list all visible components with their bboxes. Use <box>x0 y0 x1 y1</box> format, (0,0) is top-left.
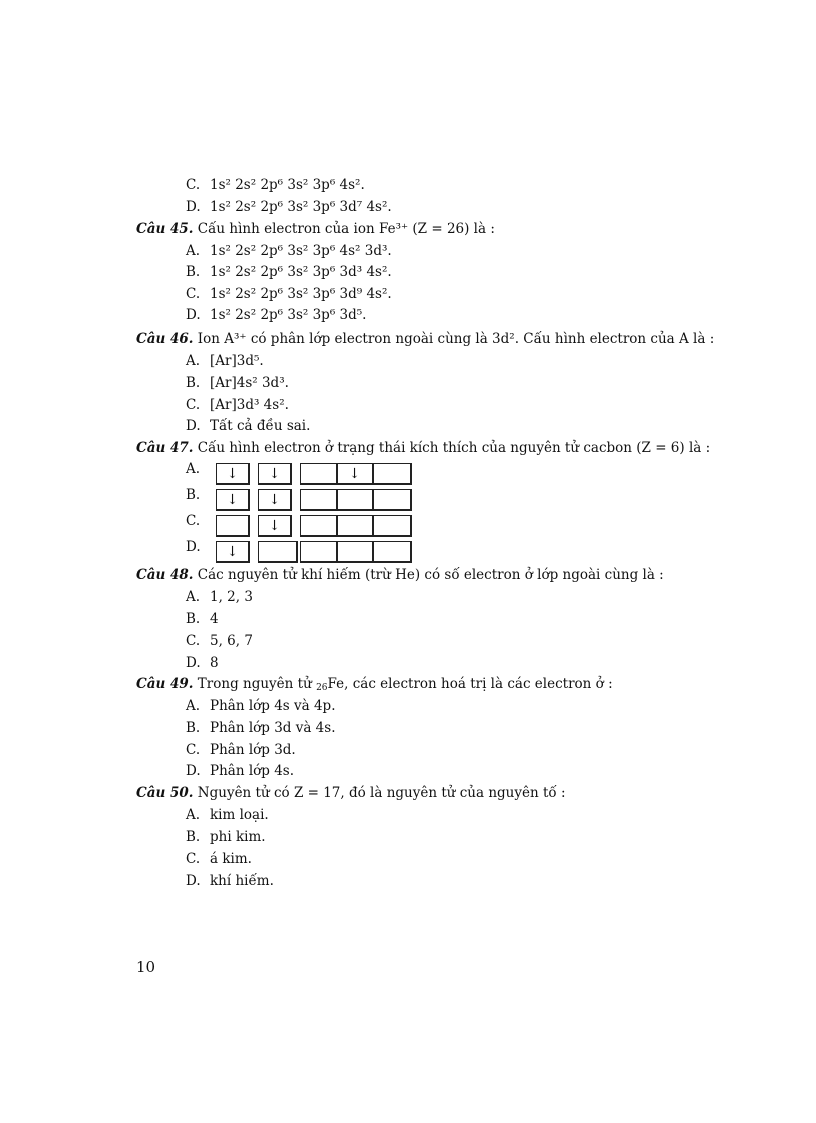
orbital-box <box>300 463 338 485</box>
q46-option-b <box>186 374 289 392</box>
orbital-box <box>216 515 250 537</box>
orbital-box <box>372 463 412 485</box>
question-text: Các nguyên tử khí hiếm (trừ He) có số electron ở lớp ngoài cùng là : <box>197 567 664 583</box>
option-letter: D. <box>186 307 201 323</box>
page-number: 10 <box>136 958 156 976</box>
option-letter: C. <box>186 851 201 867</box>
option-text: khí hiếm. <box>210 873 274 889</box>
question-label: Câu 46. <box>136 331 194 347</box>
option-text: 1s² 2s² 2p⁶ 3s² 3p⁶ 3d⁷ 4s². <box>210 199 392 215</box>
option-letter: D. <box>186 418 201 434</box>
question-text: Nguyên tử có Z = 17, đó là nguyên tử của nguyên tố : <box>197 785 566 801</box>
option-letter: A. <box>186 461 201 477</box>
q45-option-a <box>186 242 392 260</box>
option-text: Phân lớp 4s và 4p. <box>210 698 336 714</box>
option-text: 1s² 2s² 2p⁶ 3s² 3p⁶ 3d⁹ 4s². <box>210 286 392 302</box>
option-letter: C. <box>186 397 201 413</box>
option-text: 1, 2, 3 <box>210 589 253 605</box>
option-text: [Ar]4s² 3d³. <box>210 375 289 391</box>
option-letter: D. <box>186 873 201 889</box>
option-letter: D. <box>186 655 201 671</box>
q48-stem <box>136 566 664 584</box>
q47-stem <box>136 439 710 457</box>
q50-option-d <box>186 872 274 890</box>
orbital-box <box>372 541 412 563</box>
option-text: Phân lớp 3d và 4s. <box>210 720 336 736</box>
option-letter: A. <box>186 353 201 369</box>
option-letter: B. <box>186 375 201 391</box>
question-label: Câu 48. <box>136 567 194 583</box>
q46-option-c <box>186 396 289 414</box>
option-letter: C. <box>186 177 201 193</box>
orbital-box: ↓ <box>216 463 250 485</box>
orbital-box: ↓ <box>258 515 292 537</box>
question-label: Câu 47. <box>136 440 194 456</box>
option-letter: C. <box>186 286 201 302</box>
question-label: Câu 49. <box>136 676 194 692</box>
option-text: 8 <box>210 655 219 671</box>
option-letter: D. <box>186 539 201 555</box>
q50-stem <box>136 784 566 802</box>
option-letter: A. <box>186 589 201 605</box>
option-letter: A. <box>186 698 201 714</box>
orbital-box <box>372 489 412 511</box>
q45-option-d <box>186 306 366 324</box>
option-letter: A. <box>186 807 201 823</box>
orbital-box <box>372 515 412 537</box>
orbital-box: ↓ <box>216 541 250 563</box>
option-text: [Ar]3d⁵. <box>210 353 264 369</box>
option-letter: B. <box>186 611 201 627</box>
option-letter: C. <box>186 513 201 529</box>
q49-option-c <box>186 741 296 759</box>
orbital-box: ↓ <box>258 463 292 485</box>
question-text-before: Trong nguyên tử <box>197 676 317 692</box>
q48-option-c <box>186 632 253 650</box>
orbital-box: ↓ <box>216 489 250 511</box>
option-text: 5, 6, 7 <box>210 633 253 649</box>
option-text: Tất cả đều sai. <box>210 418 311 434</box>
q50-option-b <box>186 828 266 846</box>
option-text: 1s² 2s² 2p⁶ 3s² 3p⁶ 4s² 3d³. <box>210 243 392 259</box>
option-text: 4 <box>210 611 219 627</box>
q45-option-b <box>186 263 392 281</box>
question-text: Cấu hình electron ở trạng thái kích thích của nguyên tử cacbon (Z = 6) là : <box>197 440 711 456</box>
q44-option-c <box>186 176 365 194</box>
orbital-box <box>258 541 298 563</box>
q50-option-c <box>186 850 252 868</box>
orbital-box <box>336 489 374 511</box>
option-letter: D. <box>186 763 201 779</box>
q46-option-a <box>186 352 264 370</box>
orbital-box: ↓ <box>336 463 374 485</box>
q48-option-b <box>186 610 219 628</box>
q49-stem <box>136 675 613 693</box>
option-text: phi kim. <box>210 829 266 845</box>
option-letter: B. <box>186 264 201 280</box>
option-text: [Ar]3d³ 4s². <box>210 397 289 413</box>
option-letter: B. <box>186 720 201 736</box>
option-letter: C. <box>186 742 201 758</box>
q44-option-d <box>186 198 392 216</box>
option-letter: D. <box>186 199 201 215</box>
option-text: 1s² 2s² 2p⁶ 3s² 3p⁶ 4s². <box>210 177 365 193</box>
option-letter: C. <box>186 633 201 649</box>
option-text: á kim. <box>210 851 252 867</box>
q46-option-d <box>186 417 310 435</box>
q50-option-a <box>186 806 269 824</box>
option-text: Phân lớp 4s. <box>210 763 294 779</box>
q49-option-d <box>186 762 294 780</box>
q46-stem <box>136 330 714 348</box>
option-text: 1s² 2s² 2p⁶ 3s² 3p⁶ 3d³ 4s². <box>210 264 392 280</box>
question-label: Câu 45. <box>136 221 194 237</box>
q48-option-d <box>186 654 219 672</box>
question-text-after: Fe, các electron hoá trị là các electron ở : <box>327 676 613 692</box>
orbital-box <box>336 541 374 563</box>
question-text: Cấu hình electron của ion Fe³⁺ (Z = 26) là : <box>197 221 495 237</box>
option-letter: B. <box>186 829 201 845</box>
orbital-box <box>300 515 338 537</box>
question-text: Ion A³⁺ có phân lớp electron ngoài cùng là 3d². Cấu hình electron của A là : <box>197 331 715 347</box>
option-text: kim loại. <box>210 807 269 823</box>
q48-option-a <box>186 588 253 606</box>
q45-option-c <box>186 285 392 303</box>
q45-stem <box>136 220 495 238</box>
q49-option-a <box>186 697 336 715</box>
option-letter: B. <box>186 487 201 503</box>
orbital-box <box>336 515 374 537</box>
atomic-number: 26 <box>316 683 328 693</box>
orbital-box: ↓ <box>258 489 292 511</box>
orbital-box <box>300 489 338 511</box>
option-text: Phân lớp 3d. <box>210 742 296 758</box>
option-letter: A. <box>186 243 201 259</box>
option-text: 1s² 2s² 2p⁶ 3s² 3p⁶ 3d⁵. <box>210 307 367 323</box>
orbital-box <box>300 541 338 563</box>
question-label: Câu 50. <box>136 785 194 801</box>
q49-option-b <box>186 719 336 737</box>
